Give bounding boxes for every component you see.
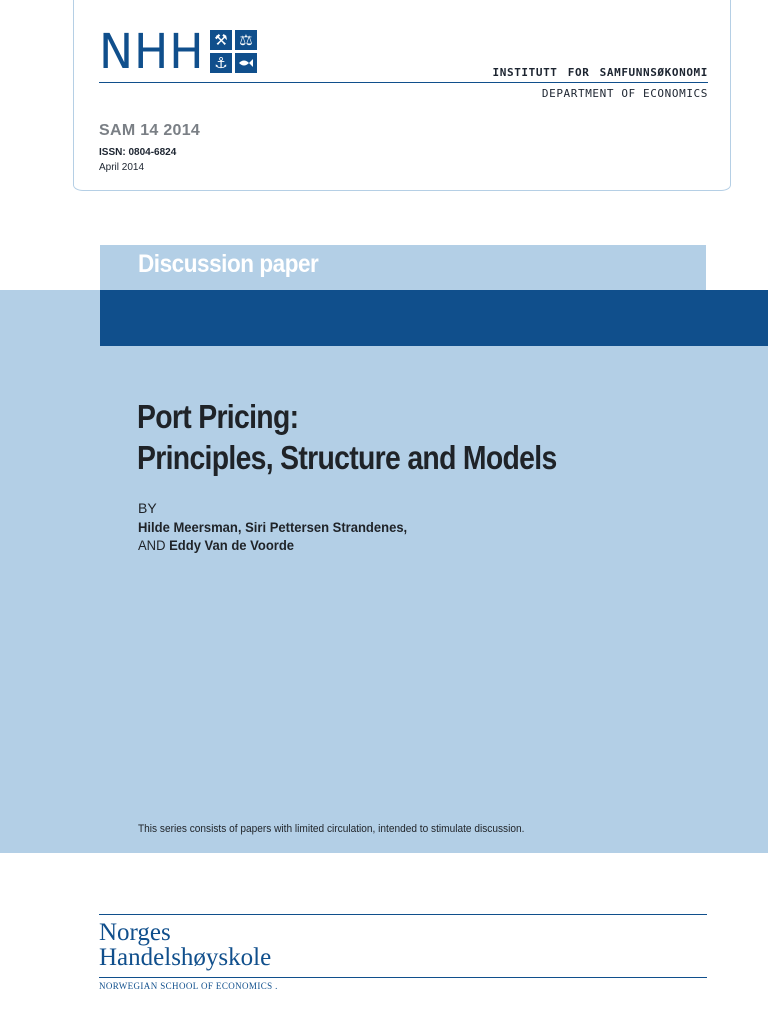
discussion-paper-label: Discussion paper bbox=[138, 250, 319, 278]
school-logo bbox=[99, 920, 271, 970]
fish-icon bbox=[235, 53, 257, 73]
nhh-logo: NHH bbox=[99, 24, 205, 80]
hammer-pick-icon: ⚒ bbox=[210, 30, 232, 50]
institute-name: INSTITUTT FOR SAMFUNNSØKONOMI bbox=[492, 66, 708, 79]
department-name: DEPARTMENT OF ECONOMICS bbox=[541, 87, 708, 100]
footer-divider-top bbox=[99, 914, 707, 915]
authors-line-1: Hilde Meersman, Siri Pettersen Strandenes, bbox=[138, 519, 408, 535]
scales-icon: ⚖ bbox=[235, 30, 257, 50]
and-label: AND bbox=[138, 537, 166, 553]
series-note: This series consists of papers with limited circulation, intended to stimulate discussion. bbox=[138, 823, 525, 835]
author-name: Eddy Van de Voorde bbox=[169, 537, 295, 553]
paper-title bbox=[137, 396, 557, 478]
anchor-icon: ⚓ bbox=[210, 53, 232, 73]
authors-line-2 bbox=[138, 537, 294, 553]
footer-divider-bottom bbox=[99, 977, 707, 978]
paper-title-line-1: Port Pricing: bbox=[137, 398, 299, 435]
school-name-line-1: Norges bbox=[99, 919, 171, 946]
paper-title-line-2: Principles, Structure and Models bbox=[137, 439, 557, 476]
series-number: SAM 14 2014 bbox=[99, 122, 201, 139]
issn: ISSN: 0804-6824 bbox=[99, 147, 177, 158]
publication-date: April 2014 bbox=[99, 162, 145, 173]
school-name-line-2: Handelshøyskole bbox=[99, 944, 272, 971]
nhh-crest-icon bbox=[210, 30, 257, 73]
school-name-english: NORWEGIAN SCHOOL OF ECONOMICS . bbox=[99, 981, 278, 991]
cover-background-band bbox=[0, 290, 768, 853]
dark-accent-band bbox=[100, 290, 768, 346]
header-divider bbox=[99, 82, 708, 83]
by-label: BY bbox=[138, 500, 157, 516]
